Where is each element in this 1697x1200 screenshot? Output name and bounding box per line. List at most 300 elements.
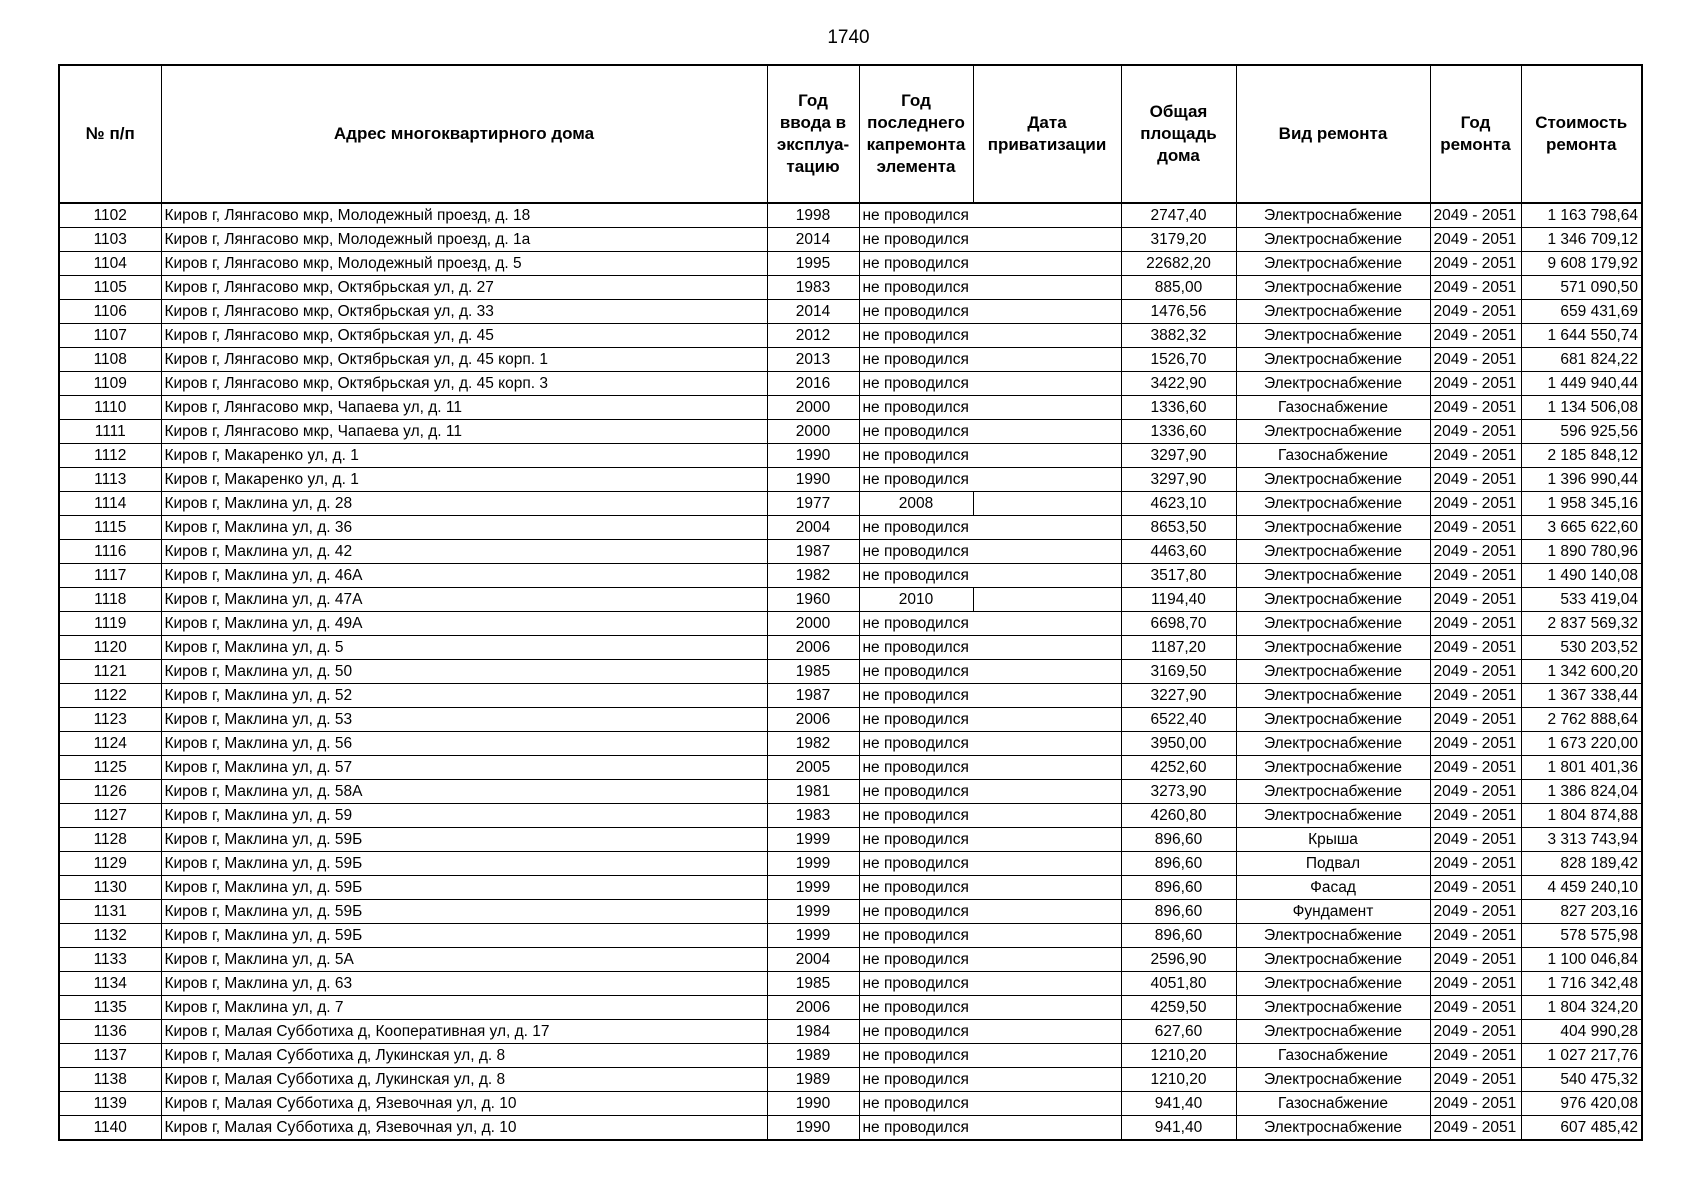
cell-num: 1107 [59,324,161,348]
cell-num: 1117 [59,564,161,588]
cell-privatization [973,444,1121,468]
cell-year-built: 1990 [767,1116,859,1141]
cell-num: 1126 [59,780,161,804]
cell-cost: 1 449 940,44 [1521,372,1642,396]
cell-privatization [973,1020,1121,1044]
cell-cost: 1 134 506,08 [1521,396,1642,420]
cell-cost: 578 575,98 [1521,924,1642,948]
cell-num: 1122 [59,684,161,708]
cell-address: Киров г, Лянгасово мкр, Октябрьская ул, д. 45 [161,324,767,348]
cell-privatization [973,1116,1121,1141]
table-row [59,276,1642,300]
cell-cost: 4 459 240,10 [1521,876,1642,900]
table-row [59,900,1642,924]
cell-cost: 1 100 046,84 [1521,948,1642,972]
cell-cost: 533 419,04 [1521,588,1642,612]
cell-num: 1132 [59,924,161,948]
cell-year-built: 2013 [767,348,859,372]
cell-num: 1113 [59,468,161,492]
cell-address: Киров г, Лянгасово мкр, Октябрьская ул, д. 45 корп. 3 [161,372,767,396]
cell-num: 1102 [59,203,161,228]
cell-repair-type: Электроснабжение [1236,1068,1430,1092]
cell-last-repair: не проводился [859,828,973,852]
cell-area: 3517,80 [1121,564,1236,588]
cell-area: 896,60 [1121,924,1236,948]
cell-privatization [973,203,1121,228]
header-num: № п/п [59,65,161,203]
cell-address: Киров г, Маклина ул, д. 59 [161,804,767,828]
cell-repair-type: Электроснабжение [1236,756,1430,780]
cell-year-built: 1999 [767,828,859,852]
cell-cost: 827 203,16 [1521,900,1642,924]
cell-year-built: 1999 [767,900,859,924]
cell-year-built: 1990 [767,444,859,468]
cell-repair-type: Электроснабжение [1236,540,1430,564]
cell-area: 1476,56 [1121,300,1236,324]
cell-area: 896,60 [1121,900,1236,924]
cell-last-repair: не проводился [859,372,973,396]
cell-repair-type: Электроснабжение [1236,636,1430,660]
cell-repair-type: Электроснабжение [1236,492,1430,516]
cell-repair-year: 2049 - 2051 [1430,636,1521,660]
cell-privatization [973,732,1121,756]
cell-year-built: 2004 [767,948,859,972]
cell-repair-year: 2049 - 2051 [1430,1116,1521,1141]
cell-repair-year: 2049 - 2051 [1430,228,1521,252]
cell-year-built: 2000 [767,612,859,636]
cell-last-repair: не проводился [859,228,973,252]
cell-year-built: 1999 [767,876,859,900]
cell-address: Киров г, Лянгасово мкр, Чапаева ул, д. 11 [161,396,767,420]
cell-cost: 3 665 622,60 [1521,516,1642,540]
cell-area: 896,60 [1121,828,1236,852]
cell-num: 1134 [59,972,161,996]
table-row [59,348,1642,372]
cell-repair-year: 2049 - 2051 [1430,660,1521,684]
cell-last-repair: не проводился [859,996,973,1020]
table-row [59,324,1642,348]
cell-year-built: 1989 [767,1044,859,1068]
cell-privatization [973,348,1121,372]
cell-privatization [973,636,1121,660]
cell-year-built: 1985 [767,972,859,996]
cell-area: 1526,70 [1121,348,1236,372]
cell-num: 1140 [59,1116,161,1141]
cell-last-repair: не проводился [859,804,973,828]
cell-area: 1187,20 [1121,636,1236,660]
cell-num: 1114 [59,492,161,516]
cell-year-built: 1977 [767,492,859,516]
cell-address: Киров г, Маклина ул, д. 63 [161,972,767,996]
cell-privatization [973,924,1121,948]
cell-cost: 1 958 345,16 [1521,492,1642,516]
table-row [59,660,1642,684]
table-row [59,612,1642,636]
table-row [59,1116,1642,1141]
cell-repair-type: Электроснабжение [1236,780,1430,804]
table-row [59,300,1642,324]
cell-num: 1123 [59,708,161,732]
cell-repair-type: Электроснабжение [1236,804,1430,828]
cell-cost: 1 804 874,88 [1521,804,1642,828]
cell-num: 1108 [59,348,161,372]
cell-privatization [973,396,1121,420]
cell-repair-year: 2049 - 2051 [1430,276,1521,300]
cell-repair-type: Электроснабжение [1236,660,1430,684]
cell-address: Киров г, Макаренко ул, д. 1 [161,444,767,468]
cell-area: 3422,90 [1121,372,1236,396]
cell-repair-year: 2049 - 2051 [1430,492,1521,516]
cell-num: 1131 [59,900,161,924]
table-row [59,444,1642,468]
cell-privatization [973,900,1121,924]
cell-year-built: 2012 [767,324,859,348]
cell-year-built: 2006 [767,636,859,660]
cell-num: 1135 [59,996,161,1020]
cell-privatization [973,756,1121,780]
cell-privatization [973,684,1121,708]
cell-privatization [973,420,1121,444]
cell-year-built: 1990 [767,1092,859,1116]
cell-cost: 681 824,22 [1521,348,1642,372]
cell-repair-type: Фундамент [1236,900,1430,924]
cell-num: 1125 [59,756,161,780]
header-year-built: Год ввода в эксплуа-тацию [767,65,859,203]
cell-num: 1118 [59,588,161,612]
cell-cost: 1 801 401,36 [1521,756,1642,780]
cell-year-built: 1990 [767,468,859,492]
cell-address: Киров г, Маклина ул, д. 49А [161,612,767,636]
cell-cost: 404 990,28 [1521,1020,1642,1044]
cell-repair-type: Электроснабжение [1236,708,1430,732]
cell-area: 1336,60 [1121,420,1236,444]
cell-num: 1104 [59,252,161,276]
cell-year-built: 1982 [767,564,859,588]
cell-address: Киров г, Лянгасово мкр, Молодежный проезд, д. 18 [161,203,767,228]
cell-year-built: 1983 [767,276,859,300]
cell-cost: 540 475,32 [1521,1068,1642,1092]
cell-address: Киров г, Маклина ул, д. 58А [161,780,767,804]
cell-area: 22682,20 [1121,252,1236,276]
table-row [59,924,1642,948]
header-repair-type: Вид ремонта [1236,65,1430,203]
cell-last-repair: не проводился [859,516,973,540]
cell-repair-year: 2049 - 2051 [1430,900,1521,924]
cell-num: 1138 [59,1068,161,1092]
table-row [59,1092,1642,1116]
cell-repair-year: 2049 - 2051 [1430,252,1521,276]
cell-year-built: 1983 [767,804,859,828]
cell-address: Киров г, Маклина ул, д. 5 [161,636,767,660]
cell-repair-year: 2049 - 2051 [1430,540,1521,564]
cell-area: 3882,32 [1121,324,1236,348]
cell-address: Киров г, Маклина ул, д. 42 [161,540,767,564]
cell-repair-year: 2049 - 2051 [1430,612,1521,636]
cell-last-repair: не проводился [859,203,973,228]
cell-repair-type: Электроснабжение [1236,612,1430,636]
cell-repair-type: Электроснабжение [1236,516,1430,540]
cell-last-repair: не проводился [859,660,973,684]
cell-privatization [973,948,1121,972]
cell-repair-type: Газоснабжение [1236,1092,1430,1116]
cell-repair-year: 2049 - 2051 [1430,804,1521,828]
cell-last-repair: не проводился [859,1020,973,1044]
cell-num: 1128 [59,828,161,852]
cell-last-repair: не проводился [859,444,973,468]
cell-last-repair: не проводился [859,1092,973,1116]
table-row [59,732,1642,756]
cell-last-repair: не проводился [859,276,973,300]
cell-num: 1105 [59,276,161,300]
cell-address: Киров г, Лянгасово мкр, Молодежный проезд, д. 1а [161,228,767,252]
cell-repair-year: 2049 - 2051 [1430,996,1521,1020]
cell-cost: 976 420,08 [1521,1092,1642,1116]
cell-area: 4259,50 [1121,996,1236,1020]
cell-area: 2596,90 [1121,948,1236,972]
cell-address: Киров г, Малая Субботиха д, Язевочная ул, д. 10 [161,1116,767,1141]
table-row [59,468,1642,492]
table-row [59,876,1642,900]
cell-last-repair: не проводился [859,1044,973,1068]
cell-address: Киров г, Лянгасово мкр, Чапаева ул, д. 11 [161,420,767,444]
cell-num: 1120 [59,636,161,660]
cell-last-repair: не проводился [859,324,973,348]
cell-area: 941,40 [1121,1092,1236,1116]
cell-area: 4463,60 [1121,540,1236,564]
cell-repair-year: 2049 - 2051 [1430,1020,1521,1044]
cell-last-repair: не проводился [859,756,973,780]
cell-num: 1121 [59,660,161,684]
cell-area: 3179,20 [1121,228,1236,252]
cell-repair-type: Электроснабжение [1236,588,1430,612]
cell-year-built: 1987 [767,684,859,708]
cell-repair-type: Электроснабжение [1236,996,1430,1020]
cell-privatization [973,1092,1121,1116]
cell-num: 1106 [59,300,161,324]
cell-num: 1115 [59,516,161,540]
cell-area: 3950,00 [1121,732,1236,756]
cell-privatization [973,780,1121,804]
cell-cost: 1 490 140,08 [1521,564,1642,588]
cell-num: 1116 [59,540,161,564]
table-row [59,420,1642,444]
cell-area: 6698,70 [1121,612,1236,636]
cell-privatization [973,972,1121,996]
cell-area: 885,00 [1121,276,1236,300]
cell-address: Киров г, Маклина ул, д. 59Б [161,900,767,924]
cell-repair-year: 2049 - 2051 [1430,756,1521,780]
cell-privatization [973,612,1121,636]
cell-last-repair: 2010 [859,588,973,612]
cell-area: 896,60 [1121,852,1236,876]
cell-last-repair: не проводился [859,780,973,804]
cell-area: 627,60 [1121,1020,1236,1044]
cell-privatization [973,324,1121,348]
table-row [59,852,1642,876]
cell-privatization [973,660,1121,684]
header-area: Общая площадь дома [1121,65,1236,203]
cell-privatization [973,1068,1121,1092]
cell-year-built: 2006 [767,708,859,732]
cell-privatization [973,1044,1121,1068]
cell-address: Киров г, Лянгасово мкр, Октябрьская ул, д. 27 [161,276,767,300]
cell-repair-type: Электроснабжение [1236,1020,1430,1044]
cell-cost: 1 396 990,44 [1521,468,1642,492]
cell-address: Киров г, Малая Субботиха д, Язевочная ул, д. 10 [161,1092,767,1116]
cell-year-built: 2004 [767,516,859,540]
cell-last-repair: 2008 [859,492,973,516]
cell-area: 3297,90 [1121,444,1236,468]
cell-cost: 2 185 848,12 [1521,444,1642,468]
table-row [59,948,1642,972]
cell-cost: 9 608 179,92 [1521,252,1642,276]
cell-year-built: 2014 [767,300,859,324]
cell-address: Киров г, Маклина ул, д. 53 [161,708,767,732]
cell-repair-type: Электроснабжение [1236,972,1430,996]
cell-last-repair: не проводился [859,1116,973,1141]
cell-address: Киров г, Малая Субботиха д, Лукинская ул, д. 8 [161,1044,767,1068]
cell-num: 1109 [59,372,161,396]
cell-last-repair: не проводился [859,252,973,276]
table-row [59,540,1642,564]
cell-address: Киров г, Лянгасово мкр, Октябрьская ул, д. 33 [161,300,767,324]
table-row [59,972,1642,996]
cell-area: 1336,60 [1121,396,1236,420]
cell-repair-type: Газоснабжение [1236,444,1430,468]
cell-last-repair: не проводился [859,972,973,996]
cell-last-repair: не проводился [859,900,973,924]
cell-repair-year: 2049 - 2051 [1430,852,1521,876]
table-row [59,372,1642,396]
cell-area: 4051,80 [1121,972,1236,996]
cell-cost: 2 762 888,64 [1521,708,1642,732]
table-row [59,228,1642,252]
cell-area: 1210,20 [1121,1068,1236,1092]
cell-repair-type: Электроснабжение [1236,324,1430,348]
cell-privatization [973,492,1121,516]
cell-cost: 2 837 569,32 [1521,612,1642,636]
cell-year-built: 2000 [767,396,859,420]
cell-privatization [973,828,1121,852]
cell-repair-type: Электроснабжение [1236,203,1430,228]
cell-cost: 1 673 220,00 [1521,732,1642,756]
cell-cost: 659 431,69 [1521,300,1642,324]
cell-repair-type: Электроснабжение [1236,228,1430,252]
cell-repair-year: 2049 - 2051 [1430,1044,1521,1068]
cell-repair-year: 2049 - 2051 [1430,324,1521,348]
cell-privatization [973,300,1121,324]
cell-area: 896,60 [1121,876,1236,900]
cell-privatization [973,252,1121,276]
table-row [59,804,1642,828]
cell-area: 8653,50 [1121,516,1236,540]
cell-year-built: 1995 [767,252,859,276]
cell-num: 1103 [59,228,161,252]
cell-cost: 607 485,42 [1521,1116,1642,1141]
cell-cost: 596 925,56 [1521,420,1642,444]
cell-repair-year: 2049 - 2051 [1430,300,1521,324]
cell-repair-year: 2049 - 2051 [1430,468,1521,492]
cell-year-built: 1999 [767,852,859,876]
cell-address: Киров г, Маклина ул, д. 59Б [161,876,767,900]
header-privatization: Дата приватизации [973,65,1121,203]
cell-address: Киров г, Маклина ул, д. 5А [161,948,767,972]
cell-repair-type: Электроснабжение [1236,924,1430,948]
cell-area: 4623,10 [1121,492,1236,516]
cell-num: 1130 [59,876,161,900]
cell-repair-year: 2049 - 2051 [1430,203,1521,228]
cell-year-built: 1985 [767,660,859,684]
table-row [59,492,1642,516]
table-row [59,252,1642,276]
cell-year-built: 1981 [767,780,859,804]
cell-area: 3273,90 [1121,780,1236,804]
cell-privatization [973,708,1121,732]
table-row [59,996,1642,1020]
cell-year-built: 1989 [767,1068,859,1092]
cell-repair-year: 2049 - 2051 [1430,708,1521,732]
cell-repair-year: 2049 - 2051 [1430,420,1521,444]
cell-repair-type: Электроснабжение [1236,1116,1430,1141]
cell-address: Киров г, Малая Субботиха д, Кооперативная ул, д. 17 [161,1020,767,1044]
cell-last-repair: не проводился [859,948,973,972]
cell-repair-year: 2049 - 2051 [1430,564,1521,588]
cell-last-repair: не проводился [859,540,973,564]
cell-privatization [973,564,1121,588]
header-address: Адрес многоквартирного дома [161,65,767,203]
cell-cost: 1 644 550,74 [1521,324,1642,348]
table-row [59,684,1642,708]
cell-area: 4260,80 [1121,804,1236,828]
cell-last-repair: не проводился [859,732,973,756]
cell-privatization [973,852,1121,876]
cell-last-repair: не проводился [859,564,973,588]
cell-year-built: 1960 [767,588,859,612]
table-row [59,708,1642,732]
header-repair-year: Год ремонта [1430,65,1521,203]
cell-area: 4252,60 [1121,756,1236,780]
table-row [59,756,1642,780]
cell-num: 1129 [59,852,161,876]
cell-year-built: 1984 [767,1020,859,1044]
cell-year-built: 2005 [767,756,859,780]
repair-register-table [58,64,1643,1141]
cell-area: 3169,50 [1121,660,1236,684]
cell-last-repair: не проводился [859,420,973,444]
cell-privatization [973,468,1121,492]
cell-privatization [973,516,1121,540]
cell-area: 3297,90 [1121,468,1236,492]
cell-repair-year: 2049 - 2051 [1430,732,1521,756]
cell-cost: 530 203,52 [1521,636,1642,660]
table-row [59,828,1642,852]
cell-repair-type: Электроснабжение [1236,684,1430,708]
cell-year-built: 2006 [767,996,859,1020]
cell-address: Киров г, Маклина ул, д. 50 [161,660,767,684]
cell-num: 1139 [59,1092,161,1116]
cell-address: Киров г, Маклина ул, д. 46А [161,564,767,588]
cell-address: Киров г, Маклина ул, д. 52 [161,684,767,708]
cell-repair-type: Фасад [1236,876,1430,900]
cell-address: Киров г, Лянгасово мкр, Октябрьская ул, д. 45 корп. 1 [161,348,767,372]
cell-privatization [973,372,1121,396]
cell-num: 1119 [59,612,161,636]
cell-last-repair: не проводился [859,852,973,876]
cell-cost: 1 890 780,96 [1521,540,1642,564]
cell-year-built: 1987 [767,540,859,564]
cell-repair-year: 2049 - 2051 [1430,684,1521,708]
cell-area: 1194,40 [1121,588,1236,612]
